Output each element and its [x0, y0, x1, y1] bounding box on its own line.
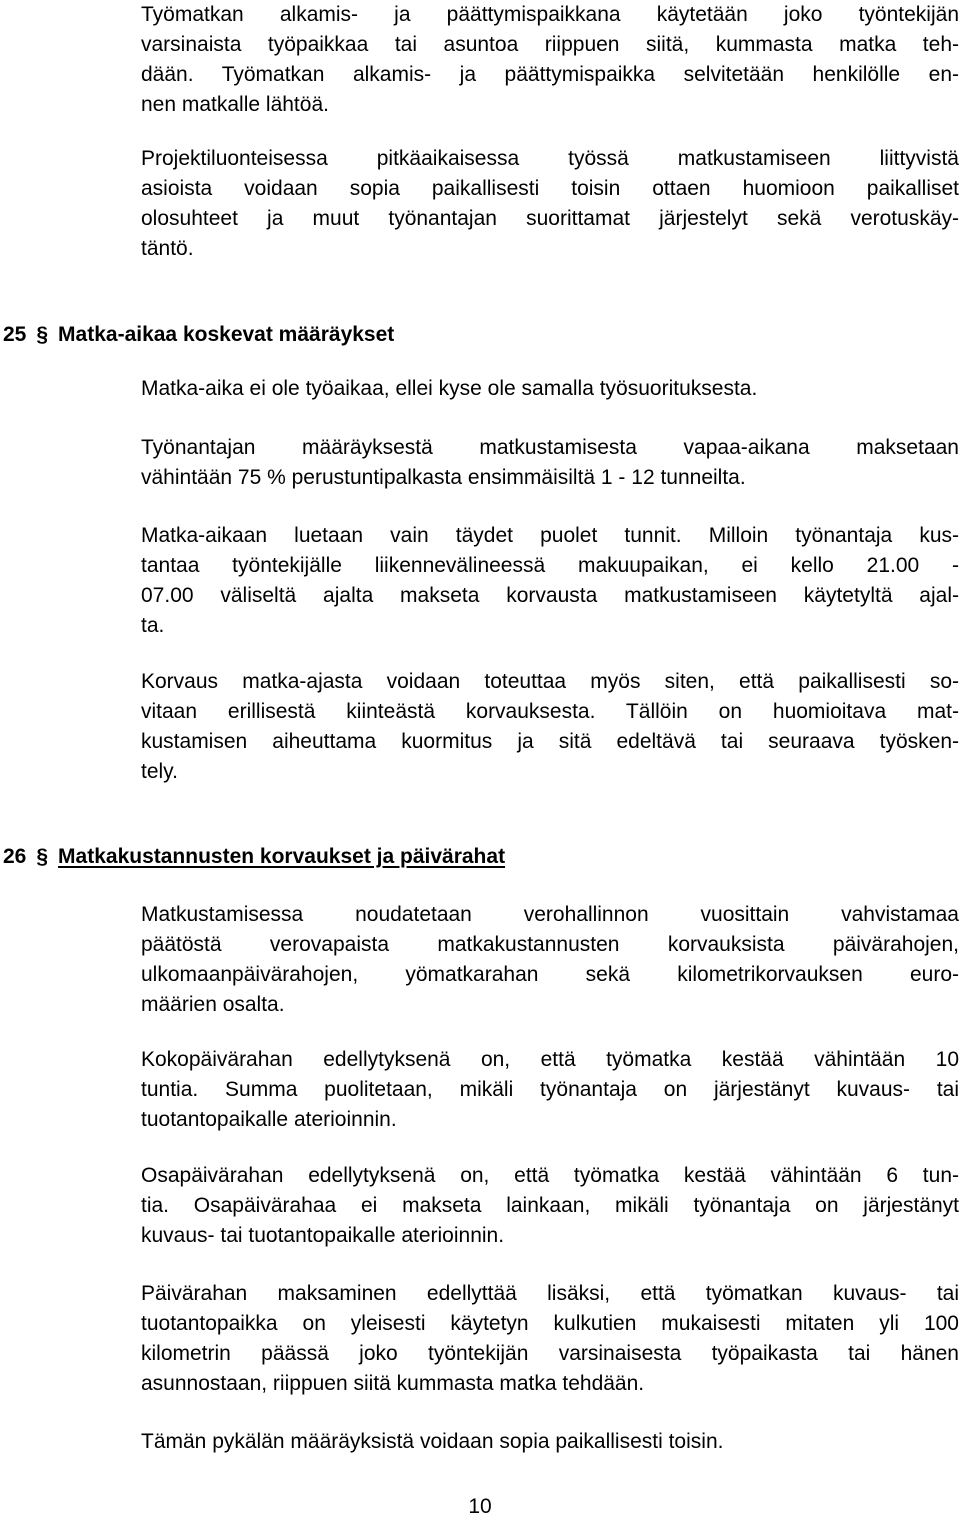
paragraph-distance-requirement	[141, 1279, 959, 1399]
text-line: Korvaus matka-ajasta voidaan toteuttaa myös siten, että paikallisesti so-	[141, 670, 959, 693]
text-line: tantaa työntekijälle liikennevälineessä makuupaikan, ei kello 21.00 -	[141, 554, 959, 577]
text-line: päätöstä verovapaista matkakustannusten korvauksista päivärahojen,	[141, 933, 959, 956]
paragraph-full-half-hours	[141, 521, 959, 641]
paragraph-full-day-allowance	[141, 1045, 959, 1135]
text-line: Matka-aikaan luetaan vain täydet puolet tunnit. Milloin työnantaja kus-	[141, 524, 959, 547]
section-title: Matkakustannusten korvaukset ja päivärahat	[58, 845, 506, 868]
text-line: ulkomaanpäivärahojen, yömatkarahan sekä kilometrikorvauksen euro-	[141, 963, 959, 986]
section-symbol: §	[36, 323, 49, 346]
text-line: asioista voidaan sopia paikallisesti toisin ottaen huomioon paikalliset	[141, 177, 959, 200]
text-line: Tämän pykälän määräyksistä voidaan sopia paikallisesti toisin.	[141, 1430, 724, 1453]
paragraph-partial-day-allowance	[141, 1161, 959, 1251]
text-line: kilometrin päässä joko työntekijän varsinaisesta työpaikasta tai hänen	[141, 1342, 959, 1365]
text-line: Projektiluonteisessa pitkäaikaisessa työssä matkustamiseen liittyvistä	[141, 147, 959, 170]
text-line: nen matkalle lähtöä.	[141, 93, 329, 116]
section-number: 26	[3, 845, 27, 868]
text-line: kustamisen aiheuttama kuormitus ja sitä edeltävä tai seuraava työsken-	[141, 730, 959, 753]
text-line: tia. Osapäivärahaa ei makseta lainkaan, mikäli työnantaja on järjestänyt	[141, 1194, 959, 1217]
section-number: 25	[3, 323, 27, 346]
text-line: asunnostaan, riippuen siitä kummasta matka tehdään.	[141, 1372, 645, 1395]
text-line: 07.00 väliseltä ajalta makseta korvausta matkustamiseen käytetyltä ajal-	[141, 584, 959, 607]
paragraph-tax-decision	[141, 900, 959, 1020]
text-line: Osapäivärahan edellytyksenä on, että työmatka kestää vähintään 6 tun-	[141, 1164, 959, 1187]
paragraph-travel-leisure-pay	[141, 433, 959, 493]
text-line: olosuhteet ja muut työnantajan suorittamat järjestelyt sekä verotuskäy-	[141, 207, 959, 230]
text-line: Kokopäivärahan edellytyksenä on, että työmatka kestää vähintään 10	[141, 1048, 959, 1071]
page-number: 10	[468, 1495, 492, 1518]
paragraph-fixed-compensation	[141, 667, 959, 787]
text-line: vähintään 75 % perustuntipalkasta ensimmäisiltä 1 - 12 tunneilta.	[141, 466, 746, 489]
section-heading-25	[3, 320, 394, 350]
text-line: täntö.	[141, 237, 194, 260]
paragraph-project-work	[141, 144, 959, 264]
text-line: Matka-aika ei ole työaikaa, ellei kyse ole samalla työsuorituksesta.	[141, 377, 758, 400]
paragraph-work-trip-start	[141, 0, 959, 120]
section-title: Matka-aikaa koskevat määräykset	[58, 323, 395, 346]
paragraph-local-agreement	[141, 1427, 959, 1457]
text-line: kuvaus- tai tuotantopaikalle aterioinnin.	[141, 1224, 505, 1247]
text-line: Päivärahan maksaminen edellyttää lisäksi, että työmatkan kuvaus- tai	[141, 1282, 959, 1305]
text-line: Työnantajan määräyksestä matkustamisesta vapaa-aikana maksetaan	[141, 436, 959, 459]
section-symbol: §	[36, 845, 49, 868]
text-line: tely.	[141, 760, 178, 783]
text-line: ta.	[141, 614, 165, 637]
text-line: Matkustamisessa noudatetaan verohallinnon vuosittain vahvistamaa	[141, 903, 959, 926]
text-line: varsinaista työpaikkaa tai asuntoa riippuen siitä, kummasta matka teh-	[141, 33, 959, 56]
text-line: tuntia. Summa puolitetaan, mikäli työnantaja on järjestänyt kuvaus- tai	[141, 1078, 959, 1101]
text-line: tuotantopaikka on yleisesti käytetyn kulkutien mukaisesti mitaten yli 100	[141, 1312, 959, 1335]
text-line: dään. Työmatkan alkamis- ja päättymispaikka selvitetään henkilölle en-	[141, 63, 959, 86]
text-line: Työmatkan alkamis- ja päättymispaikkana käytetään joko työntekijän	[141, 3, 959, 26]
text-line: vitaan erillisestä kiinteästä korvauksesta. Tällöin on huomioitava mat-	[141, 700, 959, 723]
text-line: tuotantopaikalle aterioinnin.	[141, 1108, 397, 1131]
paragraph-travel-time-not-work	[141, 374, 959, 404]
text-line: määrien osalta.	[141, 993, 285, 1016]
section-heading-26	[3, 842, 505, 872]
